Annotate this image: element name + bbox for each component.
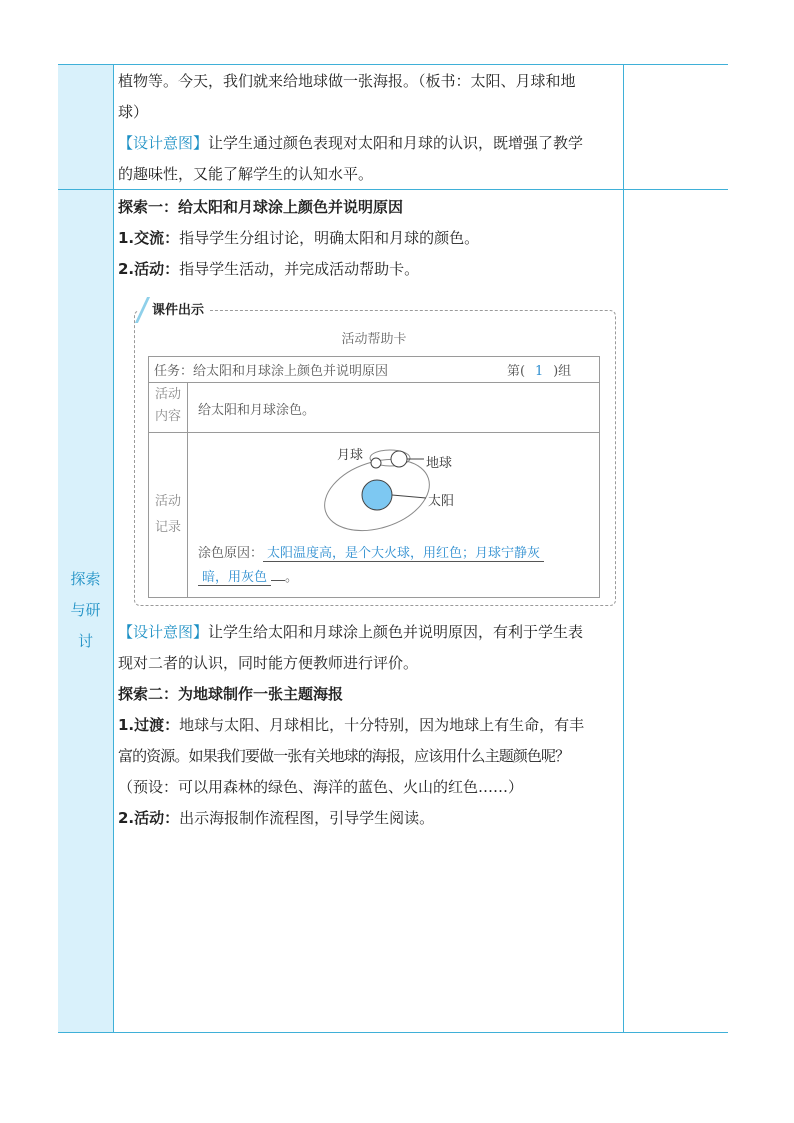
design-intent-1 bbox=[118, 128, 618, 159]
task-row bbox=[154, 360, 424, 379]
explore-one-title: 探索一：给太阳和月球涂上颜色并说明原因 bbox=[118, 198, 404, 216]
reason-end: 。 bbox=[285, 570, 299, 585]
sun-label: 太阳 bbox=[428, 494, 455, 509]
courseware-tab: 课件出示 bbox=[138, 300, 210, 322]
design-intent-2 bbox=[118, 617, 618, 648]
section-label-line: 讨 bbox=[77, 632, 93, 650]
label-line: 内容 bbox=[154, 409, 181, 424]
label-line: 活动 bbox=[154, 387, 181, 402]
sun-pointer bbox=[392, 495, 426, 498]
group-prefix: 第( bbox=[507, 364, 526, 379]
group-number bbox=[507, 360, 571, 379]
explore-two-block bbox=[118, 617, 618, 834]
reason-line bbox=[198, 542, 593, 566]
item-text: 指导学生活动，并完成活动帮助卡。 bbox=[179, 260, 420, 278]
item-text: 指导学生分组讨论，明确太阳和月球的颜色。 bbox=[179, 229, 480, 247]
reason-line bbox=[198, 566, 593, 590]
intro-line: 球） bbox=[118, 103, 149, 121]
item-label: 2.活动： bbox=[118, 809, 180, 827]
group-suffix: )组 bbox=[553, 364, 572, 379]
earth-circle bbox=[391, 451, 407, 467]
intro-block bbox=[118, 66, 618, 190]
explore-two-item-1-cont: 富的资源。如果我们要做一张有关地球的海报，应该用什么主题颜色呢？ bbox=[118, 747, 570, 765]
item-text: 地球与太阳、月球相比，十分特别，因为地球上有生命，有丰 bbox=[179, 716, 585, 734]
color-reason bbox=[198, 542, 593, 590]
reason-label: 涂色原因： bbox=[198, 546, 264, 561]
moon-circle bbox=[371, 458, 381, 468]
explore-two-item-2 bbox=[118, 803, 618, 834]
design-intent-tag: 【设计意图】 bbox=[118, 623, 209, 641]
explore-one-item-1 bbox=[118, 223, 618, 254]
explore-two-title: 探索二：为地球制作一张主题海报 bbox=[118, 685, 344, 703]
help-card-col-divider bbox=[187, 382, 188, 597]
explore-one-block bbox=[118, 192, 618, 285]
content-label bbox=[149, 384, 187, 428]
task-text: 给太阳和月球涂上颜色并说明原因 bbox=[193, 364, 389, 379]
table-top-border bbox=[58, 64, 728, 65]
section-label bbox=[58, 564, 113, 657]
reason-answer: 太阳温度高，是个大火球，用红色；月球宁静灰 bbox=[263, 546, 544, 562]
design-intent-line: 现对二者的认识，同时能方便教师进行评价。 bbox=[118, 654, 419, 672]
section-label-line: 与研 bbox=[70, 601, 101, 619]
design-intent-tag: 【设计意图】 bbox=[118, 134, 209, 152]
earth-label: 地球 bbox=[426, 456, 453, 471]
record-label bbox=[149, 489, 187, 541]
item-label: 1.过渡： bbox=[118, 716, 180, 734]
reason-answer: 暗，用灰色 bbox=[198, 570, 271, 586]
section-label-column bbox=[58, 64, 113, 1033]
content-text: 给太阳和月球涂色。 bbox=[198, 403, 316, 418]
item-text: 出示海报制作流程图，引导学生阅读。 bbox=[179, 809, 435, 827]
design-intent-text: 让学生给太阳和月球涂上颜色并说明原因，有利于学生表 bbox=[208, 623, 584, 641]
help-card-row-divider bbox=[149, 382, 599, 383]
column-divider-right bbox=[623, 64, 624, 1033]
item-label: 2.活动： bbox=[118, 260, 180, 278]
sun-circle bbox=[362, 480, 392, 510]
help-card-row-divider bbox=[149, 432, 599, 433]
item-label: 1.交流： bbox=[118, 229, 180, 247]
section-label-line: 探索 bbox=[70, 570, 101, 588]
design-intent-line: 的趣味性，又能了解学生的认知水平。 bbox=[118, 165, 374, 183]
design-intent-text: 让学生通过颜色表现对太阳和月球的认识，既增强了教学 bbox=[208, 134, 584, 152]
help-card-title: 活动帮助卡 bbox=[341, 332, 407, 347]
intro-line: 植物等。今天，我们就来给地球做一张海报。（板书：太阳、月球和地 bbox=[118, 72, 576, 90]
table-bottom-border bbox=[58, 1032, 728, 1033]
column-divider-left bbox=[113, 64, 114, 1033]
explore-two-item-1-cont: （预设：可以用森林的绿色、海洋的蓝色、火山的红色……） bbox=[118, 778, 524, 796]
label-line: 记录 bbox=[154, 520, 181, 535]
reason-blank bbox=[271, 580, 285, 581]
task-label: 任务： bbox=[154, 364, 194, 379]
group-value: 1 bbox=[534, 364, 544, 379]
moon-label: 月球 bbox=[337, 448, 364, 463]
label-line: 活动 bbox=[154, 494, 181, 509]
explore-one-item-2 bbox=[118, 254, 618, 285]
explore-two-item-1 bbox=[118, 710, 618, 741]
